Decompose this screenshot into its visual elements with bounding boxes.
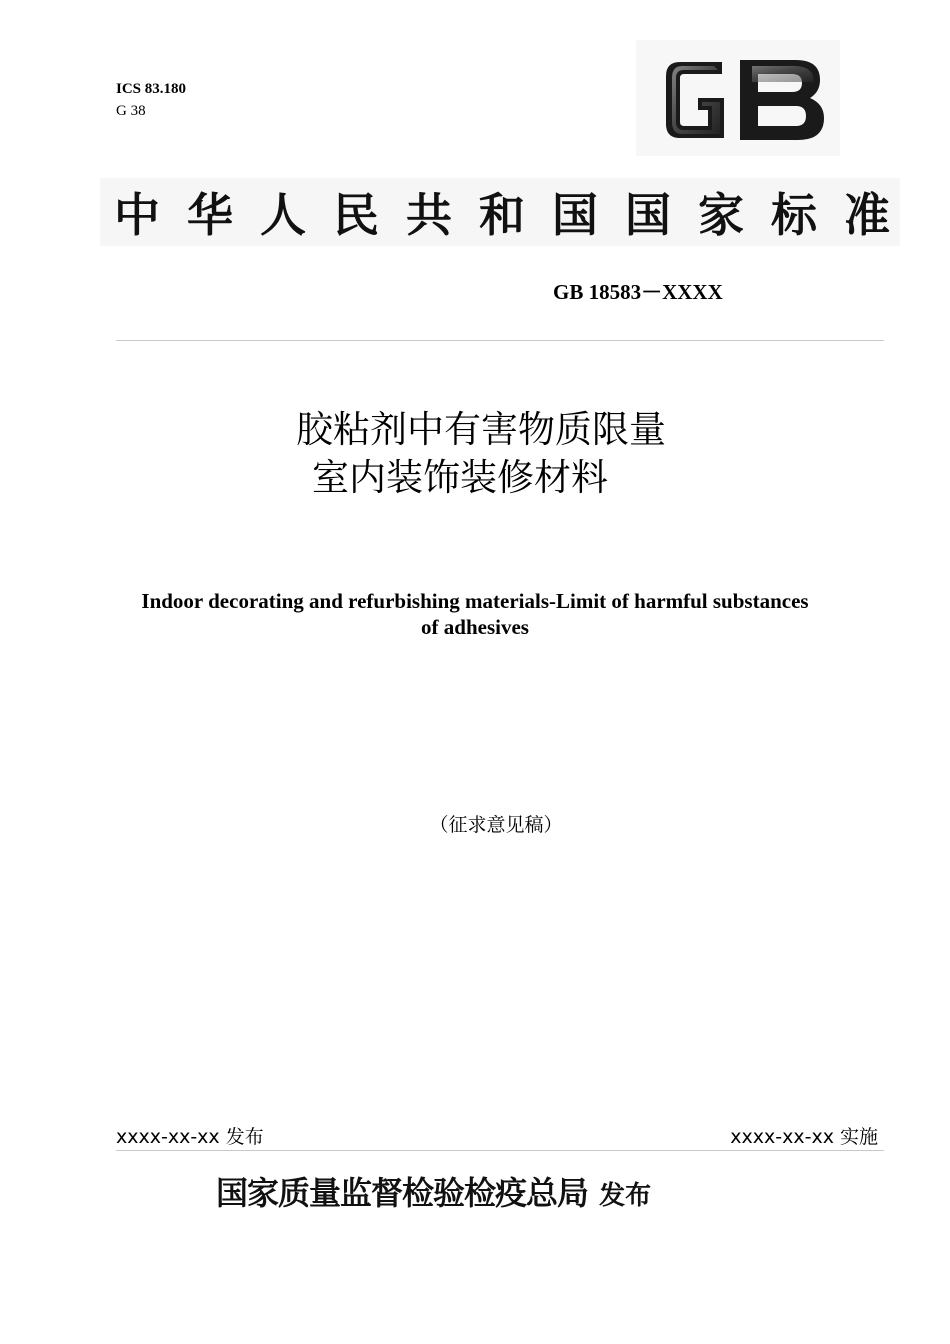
effective-date: xxxx-xx-xx 实施 — [730, 1126, 878, 1148]
top-divider — [116, 340, 884, 341]
draft-note: （征求意见稿） — [429, 814, 563, 836]
english-title-line-1: Indoor decorating and refurbishing materials-Limit of harmful substances — [141, 589, 809, 613]
issuer-suffix: 发布 — [599, 1181, 652, 1211]
issue-date: xxxx-xx-xx 发布 — [116, 1126, 264, 1148]
chinese-title-line-1: 胶粘剂中有害物质限量 — [296, 408, 666, 451]
national-title-char: 人 — [260, 188, 306, 242]
national-title-char: 民 — [333, 188, 379, 242]
english-title-line-2: of adhesives — [421, 615, 529, 639]
national-title-char: 准 — [844, 188, 890, 242]
national-standard-title — [100, 178, 900, 246]
ics-code: ICS 83.180 — [116, 81, 187, 97]
issuer-name: 国家质量监督检验检疫总局 — [216, 1174, 589, 1212]
english-title — [100, 588, 850, 640]
national-title-char: 家 — [698, 188, 744, 242]
national-title-char: 和 — [479, 188, 525, 242]
ccs-code: G 38 — [116, 103, 146, 119]
national-title-char: 共 — [406, 188, 452, 242]
national-title-char: 中 — [114, 188, 160, 242]
standard-number: GB 18583－XXXX — [553, 280, 723, 304]
national-title-char: 华 — [187, 188, 233, 242]
chinese-title-line-2: 室内装饰装修材料 — [312, 456, 608, 499]
bottom-divider — [116, 1150, 884, 1151]
national-title-char: 标 — [771, 188, 817, 242]
gb-logo — [636, 40, 840, 156]
national-title-char: 国 — [625, 188, 671, 242]
issuing-authority — [216, 1168, 651, 1214]
national-title-char: 国 — [552, 188, 598, 242]
